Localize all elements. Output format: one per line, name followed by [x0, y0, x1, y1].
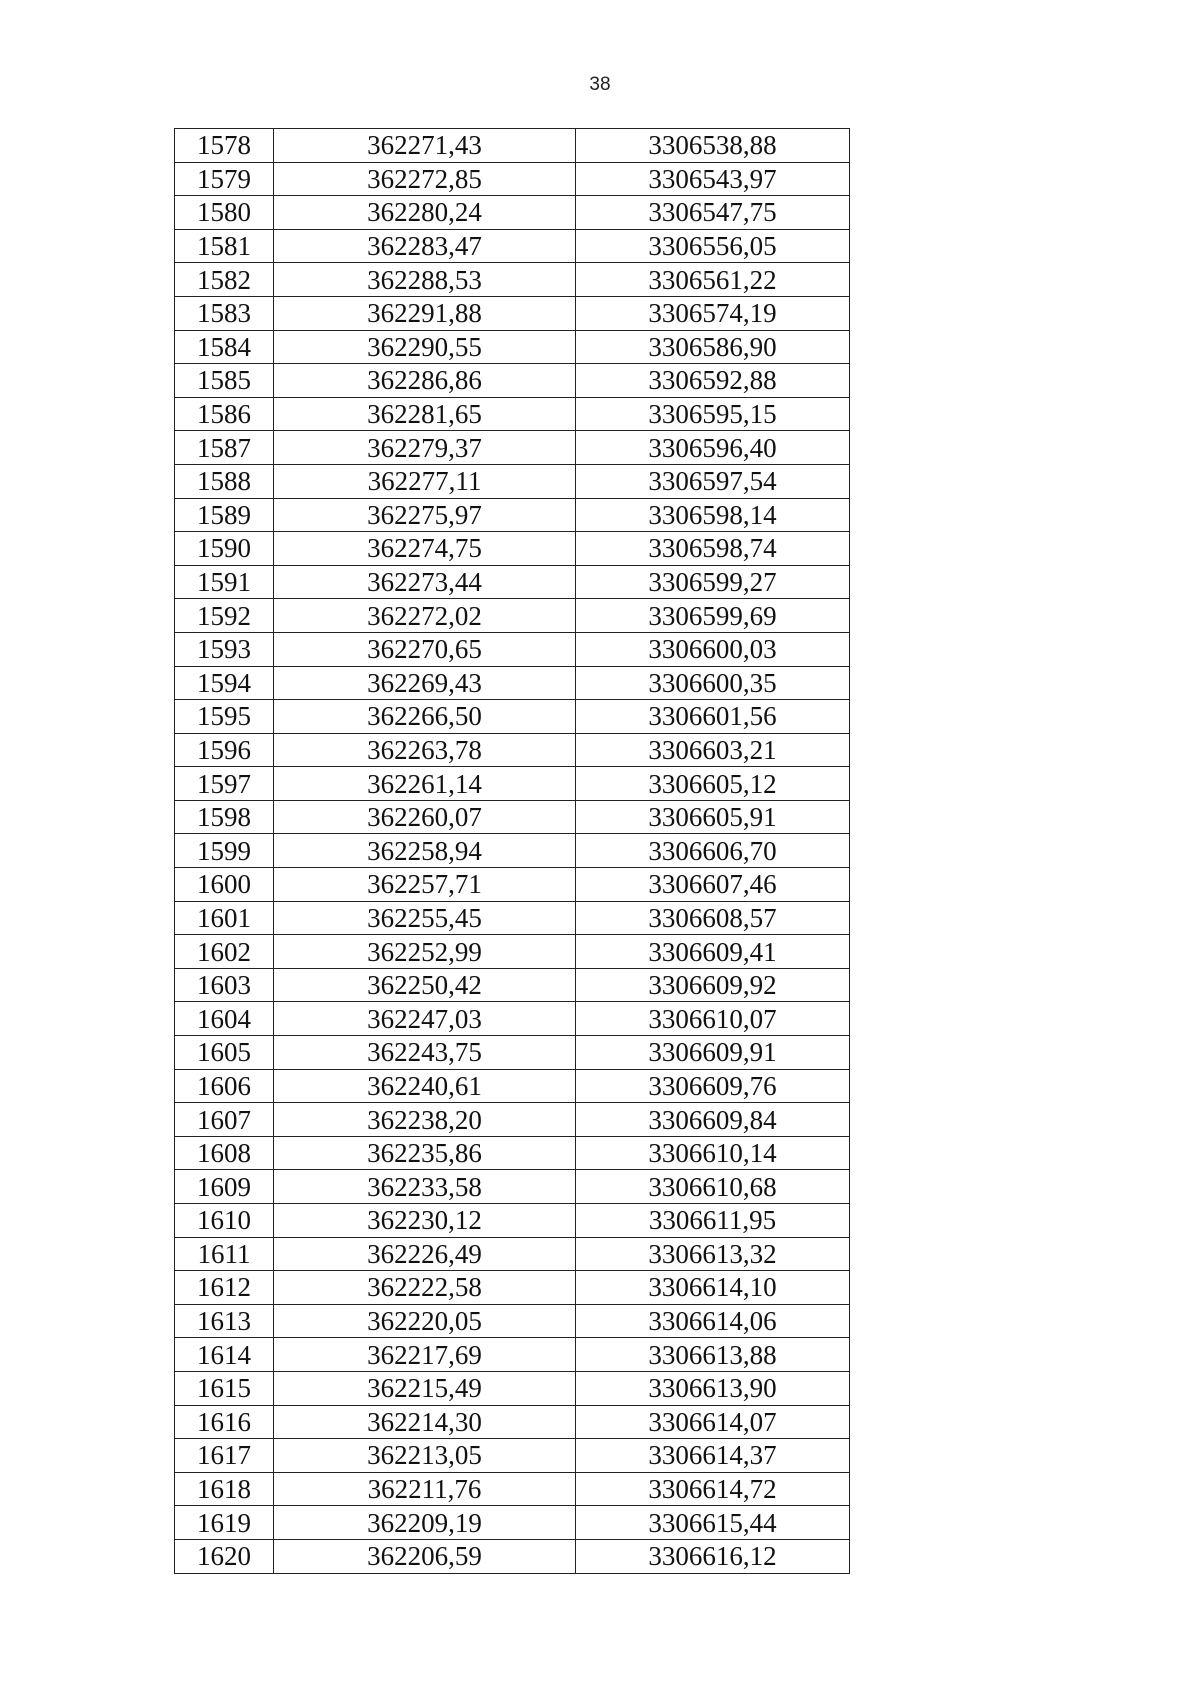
x-coordinate-cell: 362272,02 — [274, 599, 576, 633]
y-coordinate-cell: 3306597,54 — [576, 464, 850, 498]
y-coordinate-cell: 3306605,12 — [576, 767, 850, 801]
point-number-cell: 1585 — [175, 364, 274, 398]
x-coordinate-cell: 362290,55 — [274, 330, 576, 364]
y-coordinate-cell: 3306614,37 — [576, 1439, 850, 1473]
point-number-cell: 1604 — [175, 1002, 274, 1036]
coordinates-table-body — [175, 129, 850, 1574]
y-coordinate-cell: 3306547,75 — [576, 196, 850, 230]
point-number-cell: 1581 — [175, 229, 274, 263]
y-coordinate-cell: 3306599,27 — [576, 565, 850, 599]
y-coordinate-cell: 3306611,95 — [576, 1204, 850, 1238]
point-number-cell: 1583 — [175, 296, 274, 330]
point-number-cell: 1587 — [175, 431, 274, 465]
table-row — [175, 1170, 850, 1204]
page-number: 38 — [589, 74, 611, 95]
y-coordinate-cell: 3306556,05 — [576, 229, 850, 263]
x-coordinate-cell: 362277,11 — [274, 464, 576, 498]
x-coordinate-cell: 362215,49 — [274, 1371, 576, 1405]
point-number-cell: 1589 — [175, 498, 274, 532]
point-number-cell: 1616 — [175, 1405, 274, 1439]
x-coordinate-cell: 362273,44 — [274, 565, 576, 599]
table-row — [175, 1371, 850, 1405]
point-number-cell: 1618 — [175, 1472, 274, 1506]
x-coordinate-cell: 362214,30 — [274, 1405, 576, 1439]
coordinates-table — [174, 128, 850, 1574]
x-coordinate-cell: 362243,75 — [274, 1036, 576, 1070]
x-coordinate-cell: 362252,99 — [274, 935, 576, 969]
point-number-cell: 1596 — [175, 733, 274, 767]
x-coordinate-cell: 362286,86 — [274, 364, 576, 398]
y-coordinate-cell: 3306614,07 — [576, 1405, 850, 1439]
x-coordinate-cell: 362279,37 — [274, 431, 576, 465]
table-row — [175, 431, 850, 465]
x-coordinate-cell: 362220,05 — [274, 1304, 576, 1338]
x-coordinate-cell: 362235,86 — [274, 1136, 576, 1170]
x-coordinate-cell: 362272,85 — [274, 162, 576, 196]
point-number-cell: 1607 — [175, 1103, 274, 1137]
table-row — [175, 968, 850, 1002]
table-row — [175, 800, 850, 834]
table-row — [175, 565, 850, 599]
point-number-cell: 1595 — [175, 700, 274, 734]
x-coordinate-cell: 362274,75 — [274, 532, 576, 566]
y-coordinate-cell: 3306596,40 — [576, 431, 850, 465]
point-number-cell: 1611 — [175, 1237, 274, 1271]
point-number-cell: 1579 — [175, 162, 274, 196]
x-coordinate-cell: 362291,88 — [274, 296, 576, 330]
y-coordinate-cell: 3306609,92 — [576, 968, 850, 1002]
y-coordinate-cell: 3306561,22 — [576, 263, 850, 297]
y-coordinate-cell: 3306605,91 — [576, 800, 850, 834]
point-number-cell: 1612 — [175, 1271, 274, 1305]
x-coordinate-cell: 362281,65 — [274, 397, 576, 431]
x-coordinate-cell: 362280,24 — [274, 196, 576, 230]
x-coordinate-cell: 362271,43 — [274, 129, 576, 163]
table-row — [175, 1271, 850, 1305]
table-row — [175, 397, 850, 431]
point-number-cell: 1582 — [175, 263, 274, 297]
x-coordinate-cell: 362217,69 — [274, 1338, 576, 1372]
y-coordinate-cell: 3306613,88 — [576, 1338, 850, 1372]
y-coordinate-cell: 3306616,12 — [576, 1539, 850, 1573]
table-row — [175, 901, 850, 935]
table-row — [175, 1036, 850, 1070]
point-number-cell: 1603 — [175, 968, 274, 1002]
table-row — [175, 935, 850, 969]
x-coordinate-cell: 362233,58 — [274, 1170, 576, 1204]
table-row — [175, 1136, 850, 1170]
x-coordinate-cell: 362270,65 — [274, 632, 576, 666]
table-row — [175, 1103, 850, 1137]
table-row — [175, 1506, 850, 1540]
x-coordinate-cell: 362288,53 — [274, 263, 576, 297]
y-coordinate-cell: 3306610,68 — [576, 1170, 850, 1204]
table-row — [175, 868, 850, 902]
x-coordinate-cell: 362269,43 — [274, 666, 576, 700]
x-coordinate-cell: 362250,42 — [274, 968, 576, 1002]
y-coordinate-cell: 3306610,07 — [576, 1002, 850, 1036]
table-row — [175, 1204, 850, 1238]
table-row — [175, 1539, 850, 1573]
table-row — [175, 1069, 850, 1103]
x-coordinate-cell: 362213,05 — [274, 1439, 576, 1473]
point-number-cell: 1599 — [175, 834, 274, 868]
y-coordinate-cell: 3306613,90 — [576, 1371, 850, 1405]
x-coordinate-cell: 362257,71 — [274, 868, 576, 902]
y-coordinate-cell: 3306599,69 — [576, 599, 850, 633]
table-row — [175, 464, 850, 498]
point-number-cell: 1606 — [175, 1069, 274, 1103]
x-coordinate-cell: 362275,97 — [274, 498, 576, 532]
point-number-cell: 1605 — [175, 1036, 274, 1070]
y-coordinate-cell: 3306614,10 — [576, 1271, 850, 1305]
table-row — [175, 767, 850, 801]
y-coordinate-cell: 3306543,97 — [576, 162, 850, 196]
table-row — [175, 229, 850, 263]
x-coordinate-cell: 362263,78 — [274, 733, 576, 767]
y-coordinate-cell: 3306600,35 — [576, 666, 850, 700]
point-number-cell: 1617 — [175, 1439, 274, 1473]
table-row — [175, 733, 850, 767]
point-number-cell: 1591 — [175, 565, 274, 599]
x-coordinate-cell: 362260,07 — [274, 800, 576, 834]
table-row — [175, 532, 850, 566]
y-coordinate-cell: 3306615,44 — [576, 1506, 850, 1540]
table-row — [175, 1002, 850, 1036]
y-coordinate-cell: 3306538,88 — [576, 129, 850, 163]
point-number-cell: 1608 — [175, 1136, 274, 1170]
y-coordinate-cell: 3306606,70 — [576, 834, 850, 868]
table-row — [175, 632, 850, 666]
point-number-cell: 1601 — [175, 901, 274, 935]
point-number-cell: 1598 — [175, 800, 274, 834]
y-coordinate-cell: 3306586,90 — [576, 330, 850, 364]
table-row — [175, 196, 850, 230]
x-coordinate-cell: 362283,47 — [274, 229, 576, 263]
point-number-cell: 1597 — [175, 767, 274, 801]
y-coordinate-cell: 3306613,32 — [576, 1237, 850, 1271]
x-coordinate-cell: 362266,50 — [274, 700, 576, 734]
y-coordinate-cell: 3306609,91 — [576, 1036, 850, 1070]
y-coordinate-cell: 3306595,15 — [576, 397, 850, 431]
y-coordinate-cell: 3306574,19 — [576, 296, 850, 330]
y-coordinate-cell: 3306598,14 — [576, 498, 850, 532]
point-number-cell: 1600 — [175, 868, 274, 902]
point-number-cell: 1614 — [175, 1338, 274, 1372]
x-coordinate-cell: 362261,14 — [274, 767, 576, 801]
point-number-cell: 1609 — [175, 1170, 274, 1204]
point-number-cell: 1578 — [175, 129, 274, 163]
point-number-cell: 1615 — [175, 1371, 274, 1405]
x-coordinate-cell: 362226,49 — [274, 1237, 576, 1271]
table-row — [175, 1338, 850, 1372]
table-row — [175, 296, 850, 330]
point-number-cell: 1590 — [175, 532, 274, 566]
table-row — [175, 364, 850, 398]
point-number-cell: 1580 — [175, 196, 274, 230]
table-row — [175, 162, 850, 196]
point-number-cell: 1588 — [175, 464, 274, 498]
y-coordinate-cell: 3306614,06 — [576, 1304, 850, 1338]
table-row — [175, 330, 850, 364]
y-coordinate-cell: 3306614,72 — [576, 1472, 850, 1506]
point-number-cell: 1594 — [175, 666, 274, 700]
x-coordinate-cell: 362222,58 — [274, 1271, 576, 1305]
point-number-cell: 1620 — [175, 1539, 274, 1573]
y-coordinate-cell: 3306607,46 — [576, 868, 850, 902]
y-coordinate-cell: 3306592,88 — [576, 364, 850, 398]
table-row — [175, 599, 850, 633]
x-coordinate-cell: 362258,94 — [274, 834, 576, 868]
y-coordinate-cell: 3306609,76 — [576, 1069, 850, 1103]
x-coordinate-cell: 362255,45 — [274, 901, 576, 935]
x-coordinate-cell: 362206,59 — [274, 1539, 576, 1573]
table-row — [175, 263, 850, 297]
y-coordinate-cell: 3306598,74 — [576, 532, 850, 566]
table-row — [175, 498, 850, 532]
y-coordinate-cell: 3306600,03 — [576, 632, 850, 666]
table-row — [175, 1237, 850, 1271]
point-number-cell: 1586 — [175, 397, 274, 431]
table-row — [175, 834, 850, 868]
point-number-cell: 1593 — [175, 632, 274, 666]
y-coordinate-cell: 3306608,57 — [576, 901, 850, 935]
x-coordinate-cell: 362230,12 — [274, 1204, 576, 1238]
y-coordinate-cell: 3306601,56 — [576, 700, 850, 734]
y-coordinate-cell: 3306603,21 — [576, 733, 850, 767]
table-row — [175, 1439, 850, 1473]
y-coordinate-cell: 3306609,84 — [576, 1103, 850, 1137]
table-row — [175, 129, 850, 163]
x-coordinate-cell: 362240,61 — [274, 1069, 576, 1103]
point-number-cell: 1584 — [175, 330, 274, 364]
point-number-cell: 1592 — [175, 599, 274, 633]
x-coordinate-cell: 362209,19 — [274, 1506, 576, 1540]
point-number-cell: 1602 — [175, 935, 274, 969]
point-number-cell: 1610 — [175, 1204, 274, 1238]
table-row — [175, 1304, 850, 1338]
table-row — [175, 666, 850, 700]
x-coordinate-cell: 362247,03 — [274, 1002, 576, 1036]
x-coordinate-cell: 362238,20 — [274, 1103, 576, 1137]
point-number-cell: 1619 — [175, 1506, 274, 1540]
x-coordinate-cell: 362211,76 — [274, 1472, 576, 1506]
y-coordinate-cell: 3306610,14 — [576, 1136, 850, 1170]
point-number-cell: 1613 — [175, 1304, 274, 1338]
table-row — [175, 1472, 850, 1506]
table-row — [175, 700, 850, 734]
y-coordinate-cell: 3306609,41 — [576, 935, 850, 969]
table-row — [175, 1405, 850, 1439]
